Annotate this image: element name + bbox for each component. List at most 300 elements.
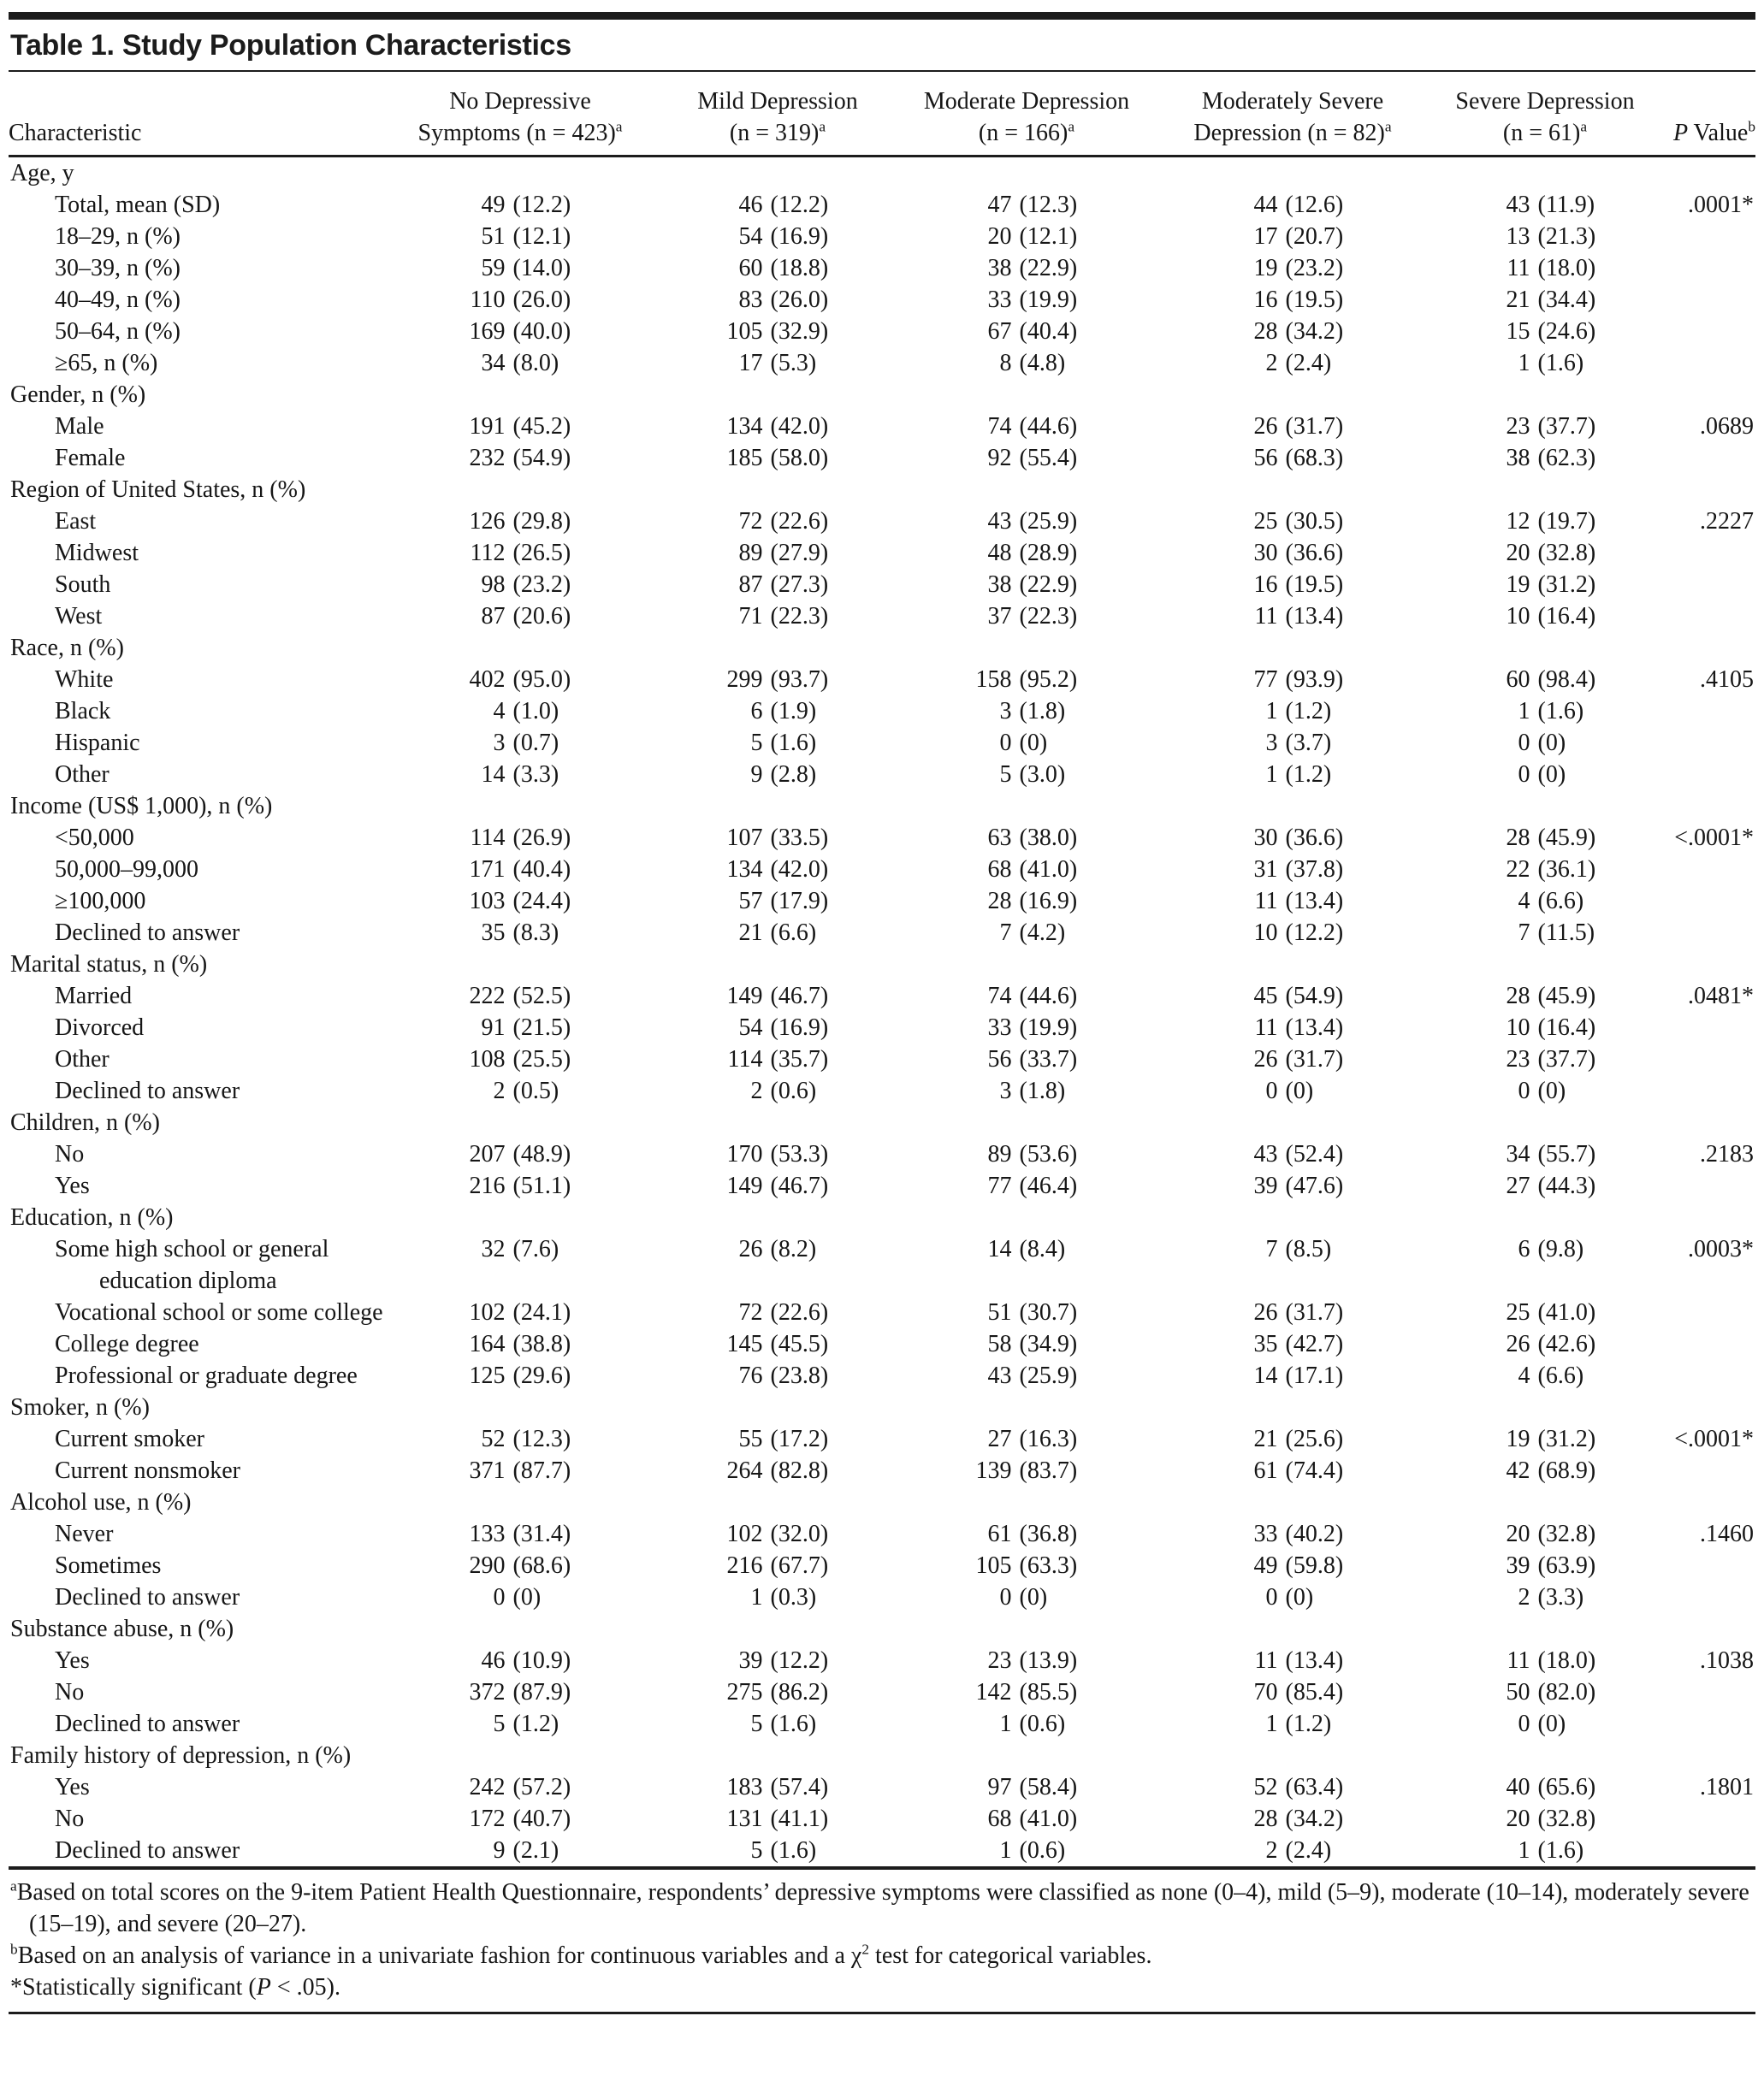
value-cell	[383, 1487, 657, 1518]
value-cell: 14 (3.3)	[481, 761, 559, 788]
value-cell	[898, 157, 1155, 190]
table-row	[9, 316, 1755, 347]
table-row	[9, 1581, 1755, 1613]
column-header-moderate-depression	[898, 72, 1155, 157]
value-cell: 15 (24.6)	[1506, 318, 1596, 345]
value-cell: 22 (36.1)	[1506, 856, 1596, 883]
value-cell: 7 (8.5)	[1265, 1236, 1332, 1262]
row-label: Midwest	[55, 540, 139, 566]
value-cell: 30 (36.6)	[1253, 825, 1344, 851]
value-cell	[383, 157, 657, 190]
value-cell: 2 (3.3)	[1518, 1584, 1584, 1611]
p-value-cell	[1660, 1613, 1755, 1645]
p-value-cell	[1660, 347, 1755, 379]
value-cell: 54 (16.9)	[738, 223, 829, 250]
table-title: Table 1. Study Population Characteristics	[10, 29, 571, 62]
p-value-cell	[1660, 442, 1755, 474]
value-cell: 2 (2.4)	[1265, 350, 1332, 376]
value-cell: 39 (63.9)	[1506, 1552, 1596, 1579]
header-line2: Symptoms (n = 423)$^a$	[417, 118, 623, 146]
table-row	[9, 1835, 1755, 1866]
value-cell: 0 (0)	[1265, 1584, 1314, 1611]
value-cell: 134 (42.0)	[726, 413, 829, 440]
value-cell: 39 (12.2)	[738, 1647, 829, 1674]
value-cell: 43 (11.9)	[1506, 192, 1595, 218]
value-cell: 4 (1.0)	[493, 698, 559, 724]
table-body	[9, 157, 1755, 1867]
value-cell	[657, 1487, 898, 1518]
value-cell: 112 (26.5)	[470, 540, 571, 566]
value-cell: 58 (34.9)	[987, 1331, 1078, 1357]
value-cell	[383, 1740, 657, 1771]
value-cell	[657, 157, 898, 190]
row-label: Substance abuse, n (%)	[10, 1616, 234, 1642]
value-cell	[1155, 1740, 1430, 1771]
table-row	[9, 252, 1755, 284]
value-cell: 21 (25.6)	[1253, 1426, 1344, 1452]
value-cell: 216 (67.7)	[726, 1552, 829, 1579]
value-cell: 42 (68.9)	[1506, 1457, 1596, 1484]
value-cell: 26 (8.2)	[738, 1236, 817, 1262]
row-label: 40–49, n (%)	[55, 287, 181, 313]
value-cell	[1430, 1613, 1660, 1645]
value-cell: 57 (17.9)	[738, 888, 829, 914]
table-row	[9, 189, 1755, 221]
value-cell: 9 (2.1)	[493, 1837, 559, 1864]
table-row	[9, 1075, 1755, 1107]
group-row	[9, 949, 1755, 980]
value-cell: 23 (13.9)	[987, 1647, 1078, 1674]
value-cell: 103 (24.4)	[469, 888, 571, 914]
value-cell: 290 (68.6)	[469, 1552, 571, 1579]
value-cell: 51 (12.1)	[481, 223, 571, 250]
p-value-cell	[1660, 1392, 1755, 1423]
table-row	[9, 569, 1755, 600]
value-cell: 47 (12.3)	[987, 192, 1078, 218]
p-value-cell	[1660, 759, 1755, 790]
value-cell: 4 (6.6)	[1518, 888, 1584, 914]
p-value-cell	[1660, 1107, 1755, 1138]
value-cell: 27 (44.3)	[1506, 1173, 1596, 1199]
value-cell: 19 (31.2)	[1506, 1426, 1596, 1452]
value-cell	[1430, 949, 1660, 980]
value-cell	[1430, 1740, 1660, 1771]
group-row	[9, 379, 1755, 411]
value-cell: 1 (1.6)	[1518, 698, 1584, 724]
row-label: Yes	[55, 1173, 90, 1199]
value-cell: 56 (33.7)	[987, 1046, 1078, 1073]
table-row	[9, 1708, 1755, 1740]
p-value-cell	[1660, 1676, 1755, 1708]
p-value-cell	[1660, 1581, 1755, 1613]
value-cell: 17 (20.7)	[1253, 223, 1344, 250]
p-value-cell: .0003*	[1688, 1236, 1754, 1262]
table-row	[9, 284, 1755, 316]
p-value-cell	[1660, 569, 1755, 600]
value-cell: 14 (8.4)	[987, 1236, 1066, 1262]
value-cell: 0 (0)	[1518, 761, 1566, 788]
value-cell: 191 (45.2)	[469, 413, 571, 440]
value-cell: 74 (44.6)	[987, 983, 1078, 1009]
value-cell: 9 (2.8)	[750, 761, 817, 788]
value-cell: 11 (13.4)	[1254, 603, 1344, 630]
value-cell: 28 (34.2)	[1253, 318, 1344, 345]
row-label: Male	[55, 413, 104, 440]
p-value-cell	[1660, 1170, 1755, 1202]
group-row	[9, 1392, 1755, 1423]
table-row	[9, 1170, 1755, 1202]
value-cell: 20 (12.1)	[987, 223, 1078, 250]
value-cell: 185 (58.0)	[726, 445, 829, 471]
value-cell: 108 (25.5)	[469, 1046, 571, 1073]
value-cell: 11 (13.4)	[1254, 1647, 1344, 1674]
value-cell: 49 (59.8)	[1253, 1552, 1344, 1579]
value-cell: 67 (40.4)	[987, 318, 1078, 345]
value-cell: 1 (1.2)	[1265, 761, 1332, 788]
value-cell: 0 (0)	[1518, 1711, 1566, 1737]
value-cell: 91 (21.5)	[481, 1014, 571, 1041]
study-population-table	[9, 72, 1755, 1866]
value-cell: 61 (36.8)	[987, 1521, 1078, 1547]
p-value-cell	[1660, 1455, 1755, 1487]
group-row	[9, 632, 1755, 664]
value-cell: 26 (31.7)	[1253, 1299, 1344, 1326]
value-cell	[383, 1613, 657, 1645]
value-cell: 232 (54.9)	[469, 445, 571, 471]
column-header-characteristic: Characteristic	[9, 72, 383, 157]
value-cell: 21 (6.6)	[738, 919, 817, 946]
value-cell	[657, 790, 898, 822]
row-label: Income (US$ 1,000), n (%)	[10, 793, 273, 819]
group-row	[9, 1202, 1755, 1233]
table-row	[9, 1233, 1755, 1297]
p-value-cell	[1660, 1550, 1755, 1581]
value-cell: 70 (85.4)	[1253, 1679, 1344, 1706]
value-cell: 43 (52.4)	[1253, 1141, 1344, 1168]
value-cell: 299 (93.7)	[726, 666, 829, 693]
value-cell: 5 (1.6)	[750, 1837, 817, 1864]
header-line2: (n = 61)$^a$	[1502, 118, 1588, 146]
p-value-cell: .0481*	[1688, 983, 1754, 1009]
row-label: Region of United States, n (%)	[10, 476, 306, 503]
value-cell	[1430, 632, 1660, 664]
value-cell: 1 (1.6)	[1518, 350, 1584, 376]
table-row	[9, 1803, 1755, 1835]
value-cell	[898, 790, 1155, 822]
p-value-cell	[1660, 1360, 1755, 1392]
value-cell: 102 (24.1)	[469, 1299, 571, 1326]
row-label: Total, mean (SD)	[55, 192, 221, 218]
value-cell: 23 (37.7)	[1506, 1046, 1596, 1073]
value-cell	[657, 1392, 898, 1423]
footnotes	[9, 1870, 1755, 2012]
header-line2: (n = 319)$^a$	[729, 118, 826, 146]
row-label: <50,000	[55, 825, 134, 851]
value-cell: 51 (30.7)	[987, 1299, 1078, 1326]
value-cell: 43 (25.9)	[987, 508, 1078, 535]
table-row	[9, 1423, 1755, 1455]
value-cell: 39 (47.6)	[1253, 1173, 1344, 1199]
value-cell: 139 (83.7)	[975, 1457, 1078, 1484]
value-cell	[1430, 1487, 1660, 1518]
value-cell: 2 (0.6)	[750, 1078, 817, 1104]
table-row	[9, 664, 1755, 695]
value-cell	[1430, 790, 1660, 822]
value-cell: 55 (17.2)	[738, 1426, 829, 1452]
p-value-cell	[1660, 1012, 1755, 1043]
value-cell: 44 (12.6)	[1253, 192, 1344, 218]
value-cell: 77 (93.9)	[1253, 666, 1344, 693]
value-cell: 16 (19.5)	[1253, 571, 1344, 598]
value-cell: 19 (31.2)	[1506, 571, 1596, 598]
value-cell: 92 (55.4)	[987, 445, 1078, 471]
value-cell: 21 (34.4)	[1506, 287, 1596, 313]
row-label: Declined to answer	[55, 1837, 240, 1864]
value-cell: 27 (16.3)	[987, 1426, 1078, 1452]
value-cell: 14 (17.1)	[1253, 1363, 1344, 1389]
row-label: Black	[55, 698, 111, 724]
row-label: White	[55, 666, 114, 693]
p-value-cell	[1660, 790, 1755, 822]
value-cell: 2 (0.5)	[493, 1078, 559, 1104]
table-row	[9, 347, 1755, 379]
column-header-p-value: P Value$^b$	[1660, 72, 1755, 157]
row-label: Age, y	[10, 160, 74, 186]
value-cell	[657, 1740, 898, 1771]
value-cell	[1155, 1107, 1430, 1138]
header-line1: Severe Depression	[1455, 88, 1635, 115]
value-cell	[657, 1613, 898, 1645]
value-cell	[657, 379, 898, 411]
table-row	[9, 1676, 1755, 1708]
row-label: East	[55, 508, 97, 535]
value-cell: 33 (19.9)	[987, 1014, 1078, 1041]
p-value-cell	[1660, 474, 1755, 505]
p-value-cell: .2183	[1700, 1141, 1754, 1168]
p-value-cell: .2227	[1700, 508, 1754, 535]
row-label: No	[55, 1141, 85, 1168]
value-cell	[1155, 1613, 1430, 1645]
value-cell	[898, 1740, 1155, 1771]
p-value-cell	[1660, 1297, 1755, 1328]
value-cell: 3 (1.8)	[999, 1078, 1066, 1104]
value-cell: 0 (0)	[999, 730, 1048, 756]
p-value-cell	[1660, 1075, 1755, 1107]
value-cell: 63 (38.0)	[987, 825, 1078, 851]
value-cell: 98 (23.2)	[481, 571, 571, 598]
value-cell: 23 (37.7)	[1506, 413, 1596, 440]
row-label: Current smoker	[55, 1426, 204, 1452]
value-cell	[383, 1107, 657, 1138]
p-value-cell	[1660, 537, 1755, 569]
value-cell: 72 (22.6)	[738, 1299, 829, 1326]
value-cell: 222 (52.5)	[469, 983, 571, 1009]
table-row	[9, 1518, 1755, 1550]
value-cell: 87 (20.6)	[481, 603, 571, 630]
value-cell	[1155, 632, 1430, 664]
value-cell: 71 (22.3)	[738, 603, 829, 630]
column-header-severe-depression	[1430, 72, 1660, 157]
value-cell: 38 (22.9)	[987, 571, 1078, 598]
table-row	[9, 221, 1755, 252]
row-label: 30–39, n (%)	[55, 255, 181, 281]
value-cell: 3 (0.7)	[493, 730, 559, 756]
p-value-cell	[1660, 1487, 1755, 1518]
header-line2: (n = 166)$^a$	[978, 118, 1075, 146]
value-cell: 5 (1.6)	[750, 1711, 817, 1737]
value-cell: 8 (4.8)	[999, 350, 1066, 376]
p-value-cell	[1660, 1328, 1755, 1360]
p-value-cell	[1660, 949, 1755, 980]
value-cell: 0 (0)	[1518, 1078, 1566, 1104]
row-label: Marital status, n (%)	[10, 951, 208, 978]
value-cell	[657, 1202, 898, 1233]
value-cell	[383, 379, 657, 411]
value-cell: 60 (98.4)	[1506, 666, 1596, 693]
row-label: ≥100,000	[55, 888, 146, 914]
table-row	[9, 505, 1755, 537]
value-cell: 242 (57.2)	[469, 1774, 571, 1800]
value-cell: 114 (26.9)	[470, 825, 571, 851]
table-row	[9, 411, 1755, 442]
value-cell: 149 (46.7)	[726, 983, 829, 1009]
value-cell: 28 (45.9)	[1506, 983, 1596, 1009]
value-cell: 46 (10.9)	[481, 1647, 571, 1674]
table-row	[9, 695, 1755, 727]
value-cell: 28 (34.2)	[1253, 1806, 1344, 1832]
table-row	[9, 980, 1755, 1012]
value-cell	[1430, 379, 1660, 411]
p-value-cell	[1660, 316, 1755, 347]
row-label: Family history of depression, n (%)	[10, 1742, 352, 1769]
p-value-cell	[1660, 1202, 1755, 1233]
value-cell: 207 (48.9)	[469, 1141, 571, 1168]
row-label: Sometimes	[55, 1552, 162, 1579]
value-cell: 54 (16.9)	[738, 1014, 829, 1041]
value-cell: 402 (95.0)	[469, 666, 571, 693]
value-cell	[1155, 1392, 1430, 1423]
value-cell: 107 (33.5)	[726, 825, 829, 851]
value-cell	[383, 949, 657, 980]
row-label: College degree	[55, 1331, 199, 1357]
value-cell: 371 (87.7)	[469, 1457, 571, 1484]
bottom-rule	[9, 2012, 1755, 2014]
value-cell: 59 (14.0)	[481, 255, 571, 281]
row-label: Female	[55, 445, 126, 471]
table-row	[9, 600, 1755, 632]
value-cell	[383, 790, 657, 822]
value-cell	[1430, 1202, 1660, 1233]
row-label: Yes	[55, 1647, 90, 1674]
p-value-cell: .0689	[1700, 413, 1754, 440]
p-value-cell: .1460	[1700, 1521, 1754, 1547]
value-cell: 33 (40.2)	[1253, 1521, 1344, 1547]
value-cell: 26 (31.7)	[1253, 1046, 1344, 1073]
table-row	[9, 759, 1755, 790]
row-label: Some high school or general education diploma	[55, 1236, 329, 1294]
value-cell: 5 (3.0)	[999, 761, 1066, 788]
row-label: Hispanic	[55, 730, 140, 756]
row-label: No	[55, 1806, 85, 1832]
row-label: West	[55, 603, 103, 630]
table-row	[9, 1297, 1755, 1328]
row-label: Other	[55, 761, 110, 788]
value-cell	[383, 1392, 657, 1423]
value-cell: 20 (32.8)	[1506, 1521, 1596, 1547]
value-cell: 12 (19.7)	[1506, 508, 1596, 535]
table-row	[9, 885, 1755, 917]
table-row	[9, 854, 1755, 885]
value-cell: 1 (1.6)	[1518, 1837, 1584, 1864]
value-cell	[1430, 1107, 1660, 1138]
value-cell	[1155, 474, 1430, 505]
value-cell: 0 (0)	[1518, 730, 1566, 756]
footnote: $^b$Based on an analysis of variance in a univariate fashion for continuous variables and a $\chi^2$ test for categorical variables.	[10, 1941, 1152, 1969]
value-cell	[898, 1107, 1155, 1138]
table-row	[9, 1328, 1755, 1360]
row-label: Vocational school or some college	[55, 1299, 383, 1326]
value-cell	[657, 632, 898, 664]
value-cell: 35 (8.3)	[481, 919, 559, 946]
value-cell: 34 (8.0)	[481, 350, 559, 376]
value-cell: 74 (44.6)	[987, 413, 1078, 440]
table-row	[9, 1645, 1755, 1676]
p-value-cell: <.0001*	[1674, 1426, 1754, 1452]
row-label: Smoker, n (%)	[10, 1394, 150, 1421]
value-cell: 11 (13.4)	[1254, 1014, 1344, 1041]
column-header-moderately-severe-depression	[1155, 72, 1430, 157]
value-cell	[1155, 790, 1430, 822]
column-header-mild-depression	[657, 72, 898, 157]
value-cell	[383, 474, 657, 505]
value-cell: 87 (27.3)	[738, 571, 829, 598]
value-cell: 6 (9.8)	[1518, 1236, 1584, 1262]
p-value-cell	[1660, 1708, 1755, 1740]
value-cell: 11 (18.0)	[1507, 1647, 1596, 1674]
row-label: Declined to answer	[55, 1711, 240, 1737]
p-value-cell	[1660, 1803, 1755, 1835]
row-label: Education, n (%)	[10, 1204, 174, 1231]
value-cell: 10 (12.2)	[1253, 919, 1344, 946]
p-value-cell	[1660, 727, 1755, 759]
group-row	[9, 474, 1755, 505]
value-cell: 40 (65.6)	[1506, 1774, 1596, 1800]
value-cell: 0 (0)	[999, 1584, 1048, 1611]
value-cell	[898, 632, 1155, 664]
value-cell: 102 (32.0)	[726, 1521, 829, 1547]
value-cell: 158 (95.2)	[975, 666, 1078, 693]
value-cell: 3 (3.7)	[1265, 730, 1332, 756]
value-cell: 60 (18.8)	[738, 255, 829, 281]
value-cell: 16 (19.5)	[1253, 287, 1344, 313]
p-value-cell	[1660, 917, 1755, 949]
value-cell: 25 (41.0)	[1506, 1299, 1596, 1326]
p-value-cell	[1660, 854, 1755, 885]
value-cell: 1 (0.6)	[999, 1837, 1066, 1864]
value-cell	[1430, 1392, 1660, 1423]
value-cell: 171 (40.4)	[469, 856, 571, 883]
p-value-cell	[1660, 157, 1755, 190]
table-row	[9, 1550, 1755, 1581]
value-cell	[898, 949, 1155, 980]
value-cell	[383, 1202, 657, 1233]
row-label: Professional or graduate degree	[55, 1363, 358, 1389]
top-rule-bar	[9, 12, 1755, 20]
value-cell: 216 (51.1)	[469, 1173, 571, 1199]
group-row	[9, 790, 1755, 822]
header-line1: Mild Depression	[697, 88, 858, 115]
table-row	[9, 442, 1755, 474]
